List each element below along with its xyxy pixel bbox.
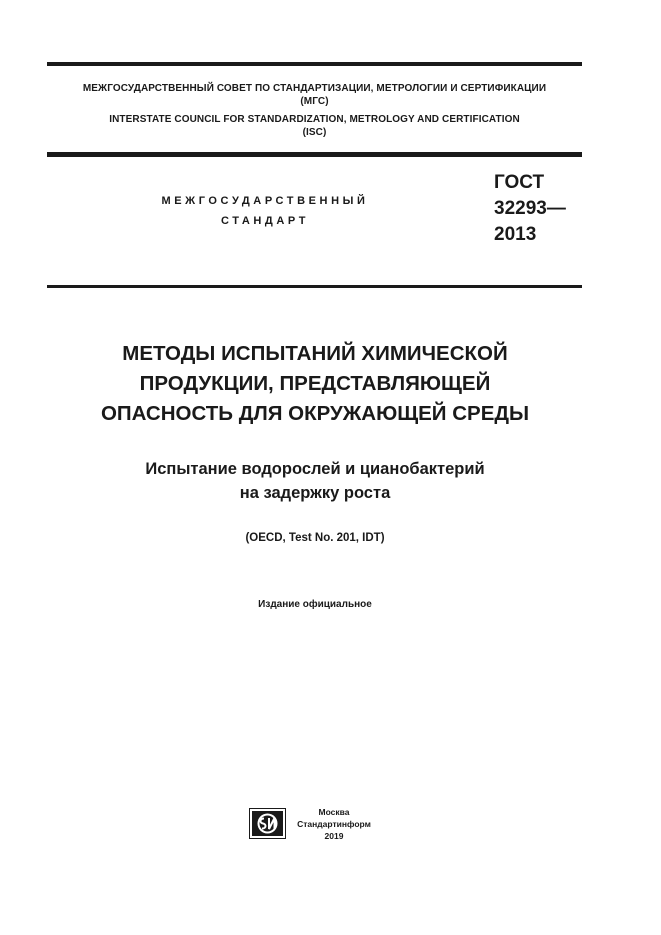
title-line3: ОПАСНОСТЬ ДЛЯ ОКРУЖАЮЩЕЙ СРЕДЫ [100,402,530,425]
standard-label-line1: МЕЖГОСУДАРСТВЕННЫЙ [161,195,369,207]
top-rule [47,62,582,66]
subtitle-line1: Испытание водорослей и цианобактерий [145,460,485,478]
council-en-abbrev: (ISC) [302,127,327,138]
title-line1: МЕТОДЫ ИСПЫТАНИЙ ХИМИЧЕСКОЙ [122,342,508,365]
gost-year: 2013 [494,224,537,245]
subtitle-line2: на задержку роста [239,484,391,502]
council-en-line1: INTERSTATE COUNCIL FOR STANDARDIZATION, METROLOGY AND CERTIFICATION [109,114,520,125]
standard-label [120,191,410,231]
gost-designation [494,170,566,248]
publisher-year: 2019 [324,831,344,841]
standartinform-logo-icon [249,808,286,839]
publisher-imprint [295,806,373,842]
gost-prefix: ГОСТ [494,172,545,193]
council-ru-abbrev: (МГС) [300,96,329,107]
council-name-en [47,113,582,139]
standard-label-line2: СТАНДАРТ [220,215,310,227]
document-subtitle [60,457,570,505]
edition-note: Издание официальное [258,599,372,610]
council-name-ru [47,82,582,108]
publisher-city: Москва [318,807,350,817]
council-ru-line1: МЕЖГОСУДАРСТВЕННЫЙ СОВЕТ ПО СТАНДАРТИЗАЦИИ, МЕТРОЛОГИИ И СЕРТИФИКАЦИИ [82,83,547,94]
publisher-name: Стандартинформ [297,819,371,829]
council-rule [47,152,582,157]
gost-number: 32293— [494,198,566,219]
oecd-reference: (OECD, Test No. 201, IDT) [245,532,385,544]
document-title [60,339,570,429]
title-line2: ПРОДУКЦИИ, ПРЕДСТАВЛЯЮЩЕЙ [139,372,491,395]
header-bottom-rule [47,285,582,288]
